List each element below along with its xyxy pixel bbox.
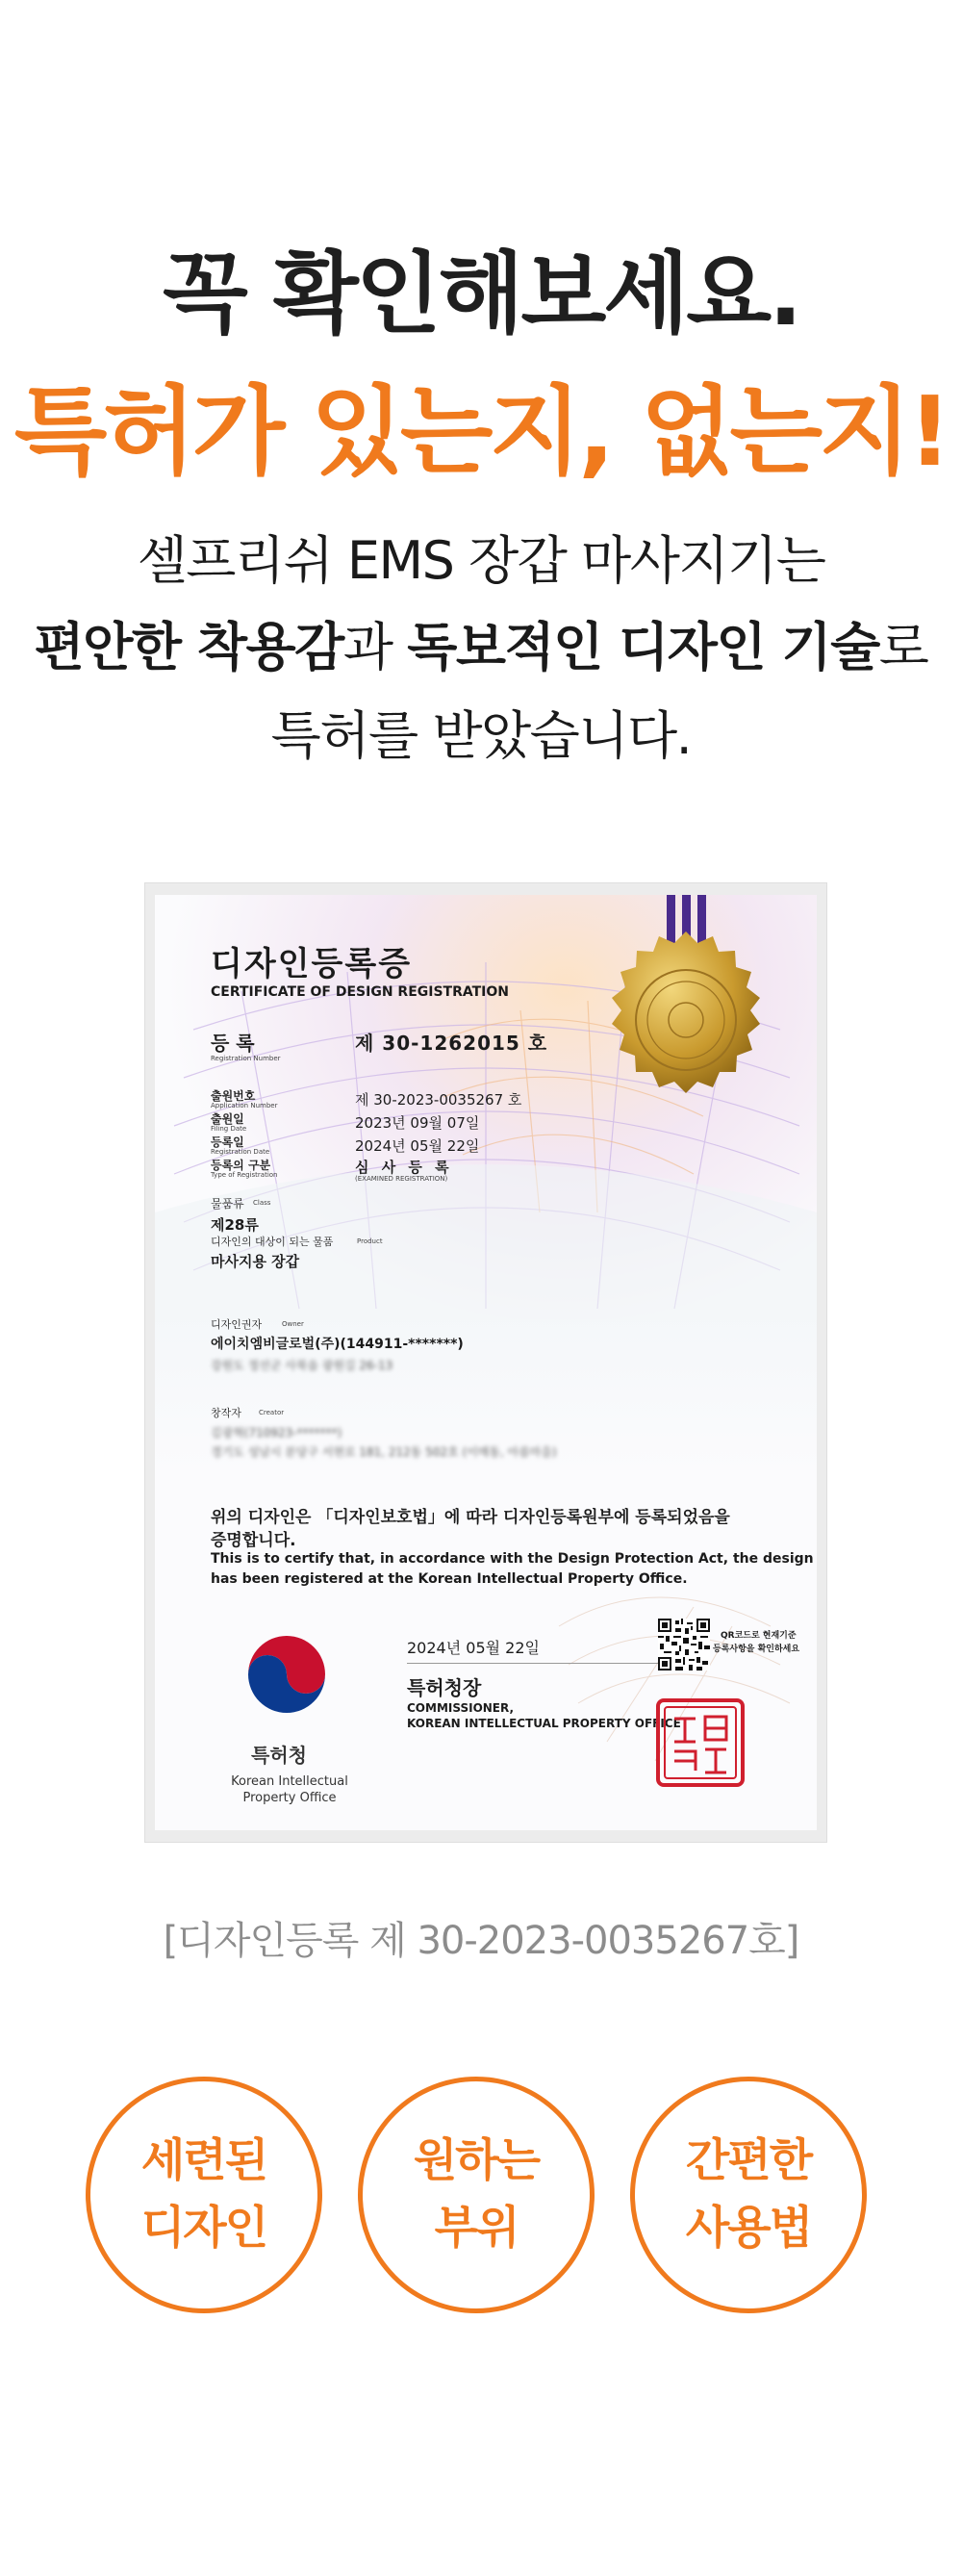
feature-badge-line2: 사용법 bbox=[685, 2202, 812, 2255]
feature-badge-usage bbox=[630, 2077, 867, 2313]
description-line2 bbox=[0, 606, 962, 680]
filing-label-en: Filing Date bbox=[211, 1125, 247, 1133]
official-seal-stamp bbox=[655, 1697, 746, 1788]
signature-divider bbox=[407, 1663, 676, 1664]
issuer-en-1: COMMISSIONER, bbox=[407, 1701, 515, 1715]
certificate-frame bbox=[145, 883, 826, 1842]
registration-date-label: 등록일 bbox=[211, 1135, 244, 1149]
issuer-en-2: KOREAN INTELLECTUAL PROPERTY OFFICE bbox=[407, 1717, 681, 1730]
qr-note-1: QR코드로 현재기준 bbox=[721, 1631, 797, 1641]
qr-note-2: 등록사항을 확인하세요 bbox=[713, 1645, 800, 1654]
headline-line2: 특허가 있는지, 없는지! bbox=[13, 375, 949, 488]
description-bold-design: 독보적인 디자인 기술 bbox=[407, 617, 879, 677]
headline-line1: 꼭 확인해보세요. bbox=[162, 242, 800, 345]
registration-label-en: Registration Number bbox=[211, 1055, 281, 1062]
product-value: 마사지용 장갑 bbox=[211, 1253, 300, 1270]
description-line1: 셀프리쉬 EMS 장갑 마사지기는 bbox=[137, 530, 825, 591]
class-label-en: Class bbox=[253, 1199, 271, 1207]
feature-badge-line1: 간편한 bbox=[685, 2134, 812, 2187]
registration-number: 제 30-1262015 호 bbox=[355, 1032, 548, 1055]
kipo-logo-en-2: Property Office bbox=[242, 1791, 337, 1805]
application-number: 제 30-2023-0035267 호 bbox=[355, 1091, 522, 1109]
product-label: 디자인의 대상이 되는 물품 bbox=[211, 1236, 334, 1248]
certificate-body-ko-2: 증명합니다. bbox=[211, 1531, 296, 1550]
owner-label: 디자인권자 bbox=[211, 1318, 263, 1331]
class-label: 물품류 bbox=[211, 1197, 244, 1211]
description-connector: 과 bbox=[342, 617, 408, 677]
owner-value: 에이치엠비글로벌(주)(144911-*******) bbox=[211, 1337, 464, 1352]
registration-date-label-en: Registration Date bbox=[211, 1148, 270, 1156]
kipo-logo-en-1: Korean Intellectual bbox=[231, 1774, 348, 1789]
registration-caption: [디자인등록 제 30-2023-0035267호] bbox=[163, 1919, 799, 1963]
application-label-en: Application Number bbox=[211, 1102, 278, 1109]
qr-code[interactable] bbox=[658, 1619, 710, 1671]
feature-badge-line2: 디자인 bbox=[140, 2202, 267, 2255]
registration-type: 심 사 등 록 bbox=[355, 1159, 453, 1176]
feature-badge-design bbox=[86, 2077, 322, 2313]
creator-name-blurred: 김광혁(710923-*******) bbox=[211, 1426, 342, 1440]
creator-label-en: Creator bbox=[259, 1409, 285, 1416]
owner-label-en: Owner bbox=[282, 1320, 304, 1328]
description-line3: 특허를 받았습니다. bbox=[270, 705, 692, 766]
design-registration-certificate bbox=[155, 895, 817, 1830]
creator-label: 창작자 bbox=[211, 1407, 241, 1419]
filing-date: 2023년 09월 07일 bbox=[355, 1114, 480, 1132]
owner-address-blurred: 강원도 정선군 사북읍 광원길 26-13 bbox=[211, 1359, 393, 1372]
registration-type-en: (EXAMINED REGISTRATION) bbox=[355, 1175, 448, 1183]
class-value: 제28류 bbox=[211, 1216, 259, 1234]
kipo-logo-text: 특허청 bbox=[251, 1744, 307, 1767]
certificate-body-en-1: This is to certify that, in accordance with the Design Protection Act, the design bbox=[211, 1551, 814, 1567]
product-label-en: Product bbox=[357, 1237, 383, 1245]
description-suffix: 로 bbox=[878, 617, 928, 677]
filing-label: 출원일 bbox=[211, 1112, 244, 1126]
certificate-title: 디자인등록증 bbox=[211, 945, 413, 983]
feature-badge-line1: 세련된 bbox=[140, 2134, 267, 2187]
application-label: 출원번호 bbox=[211, 1089, 256, 1103]
feature-badge-line2: 부위 bbox=[434, 2202, 519, 2255]
registration-label: 등 록 bbox=[211, 1032, 255, 1055]
issue-date: 2024년 05월 22일 bbox=[407, 1639, 540, 1657]
creator-address-blurred: 경기도 성남시 분당구 서현로 181, 212동 502호 (이매동, 아름마을) bbox=[211, 1445, 557, 1459]
feature-badge-line1: 원하는 bbox=[413, 2134, 540, 2187]
description-bold-comfort: 편안한 착용감 bbox=[34, 617, 343, 677]
registration-date: 2024년 05월 22일 bbox=[355, 1137, 480, 1155]
certificate-subtitle: CERTIFICATE OF DESIGN REGISTRATION bbox=[211, 984, 510, 1000]
issuer-title: 특허청장 bbox=[407, 1676, 482, 1699]
registration-type-label: 등록의 구분 bbox=[211, 1159, 271, 1172]
feature-badge-area bbox=[358, 2077, 595, 2313]
registration-type-label-en: Type of Registration bbox=[211, 1171, 278, 1179]
certificate-body-ko-1: 위의 디자인은 「디자인보호법」에 따라 디자인등록원부에 등록되었음을 bbox=[211, 1508, 730, 1527]
certificate-body-en-2: has been registered at the Korean Intellectual Property Office. bbox=[211, 1571, 688, 1587]
